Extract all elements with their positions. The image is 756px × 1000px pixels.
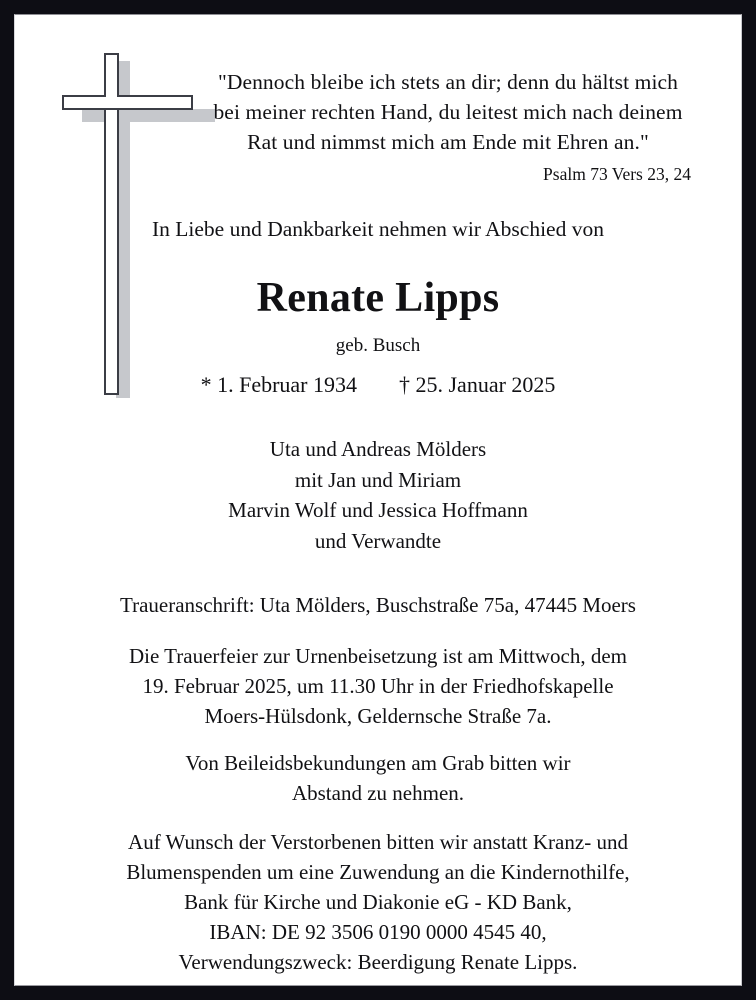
life-dates [15,370,741,400]
donation-reference: Verwendungszweck: Beerdigung Renate Lipps. [178,950,578,974]
birth-date: * 1. Februar 1934 [200,372,357,397]
donation-iban: IBAN: DE 92 3506 0190 0000 4545 40, [209,920,547,944]
ceremony-line: Moers-Hülsdonk, Geldernsche Straße 7a. [204,704,552,728]
verse-line: Rat und nimmst mich am Ende mit Ehren an." [247,130,649,154]
donation-line: Blumenspenden um eine Zuwendung an die Kindernothilfe, [126,860,630,884]
deceased-name: Renate Lipps [256,275,500,321]
surviving-family-list [15,434,741,556]
verse-reference: Psalm 73 Vers 23, 24 [543,164,691,184]
notice-paper [14,14,742,986]
grave-request-line: Abstand zu nehmen. [291,781,465,805]
death-date: † 25. Januar 2025 [399,372,556,397]
deceased-maiden-name: geb. Busch [335,335,421,356]
cross-bar-horizontal [62,95,193,110]
cross-bar-vertical-top [104,53,119,97]
ceremony-line: Die Trauerfeier zur Urnenbeisetzung ist am Mittwoch, dem [128,644,628,668]
donation-line: Auf Wunsch der Verstorbenen bitten wir anstatt Kranz- und [128,830,628,854]
family-line: mit Jan und Miriam [294,467,462,492]
family-line: Uta und Andreas Mölders [269,437,487,461]
mourning-address: Traueranschrift: Uta Mölders, Buschstraße 75a, 47445 Moers [120,593,636,617]
funeral-ceremony-details [15,641,741,731]
donation-line: Bank für Kirche und Diakonie eG - KD Bank, [184,890,572,914]
grave-request-line: Von Beileidsbekundungen am Grab bitten wir [185,751,571,775]
farewell-intro-text: In Liebe und Dankbarkeit nehmen wir Abschied von [152,217,604,241]
ceremony-line: 19. Februar 2025, um 11.30 Uhr in der Friedhofskapelle [142,674,614,698]
memorial-verse [191,67,705,157]
donation-request [15,827,741,977]
verse-line: bei meiner rechten Hand, du leitest mich nach deinem [213,100,683,124]
verse-line: "Dennoch bleibe ich stets an dir; denn du hältst mich [217,70,679,94]
graveside-condolence-request [15,748,741,808]
family-line: und Verwandte [314,528,442,553]
family-line: Marvin Wolf und Jessica Hoffmann [228,498,528,522]
